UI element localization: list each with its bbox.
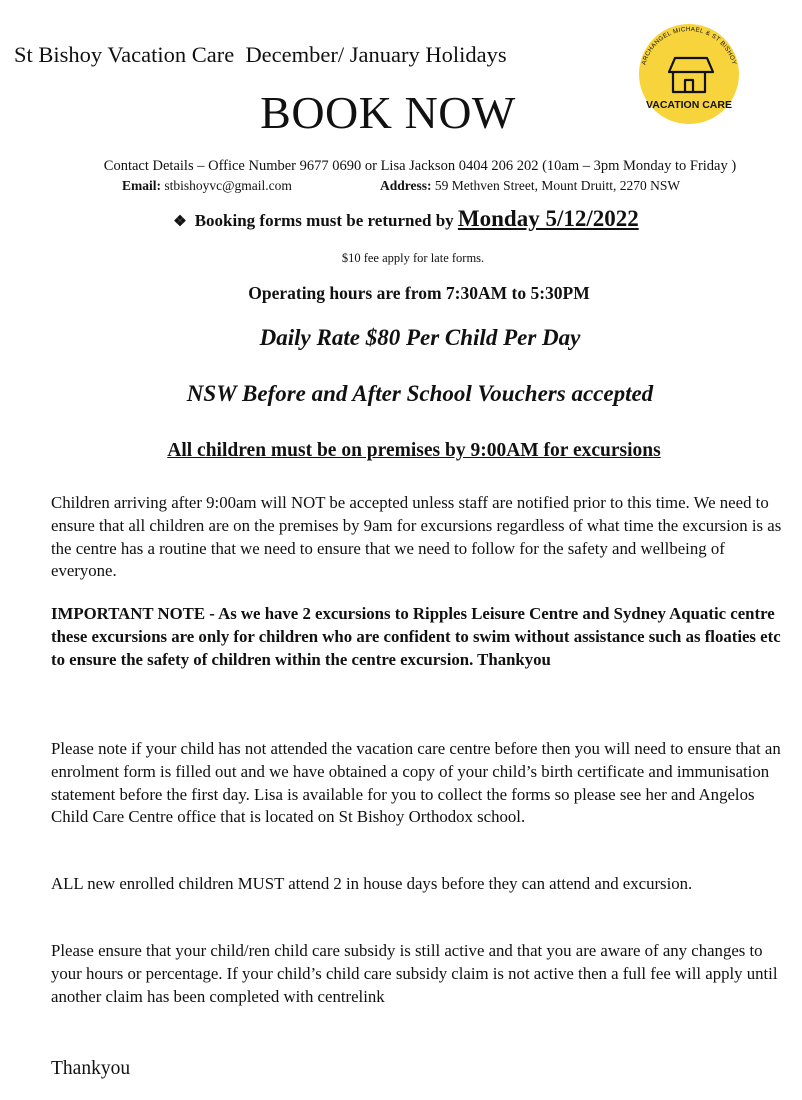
closing-thankyou: Thankyou — [51, 1058, 131, 1079]
booking-deadline — [0, 206, 802, 232]
vouchers-note: NSW Before and After School Vouchers accepted — [186, 381, 654, 406]
vacation-care-logo — [625, 22, 753, 126]
address-label: Address: — [380, 178, 432, 193]
address-value: 59 Methven Street, Mount Druitt, 2270 NSW — [434, 178, 681, 193]
late-fee-note: $10 fee apply for late forms. — [341, 251, 485, 265]
email-label: Email: — [122, 178, 161, 193]
contact-details: Contact Details – Office Number 9677 0690 or Lisa Jackson 0404 206 202 (10am – 3pm Monday to Friday ) — [103, 158, 737, 174]
deadline-date: Monday 5/12/2022 — [457, 206, 639, 231]
book-now-heading: BOOK NOW — [260, 87, 516, 138]
operating-hours: Operating hours are from 7:30AM to 5:30PM — [248, 283, 590, 303]
premises-rule: All children must be on premises by 9:00AM for excursions — [167, 440, 661, 461]
subsidy-paragraph: Please ensure that your child/ren child care subsidy is still active and that you are aware of any changes to your hours or percentage. If your child’s child care subsidy claim is not active then a full fee will apply until another claim has been completed with centrelink — [51, 941, 778, 1006]
important-note-paragraph: IMPORTANT NOTE - As we have 2 excursions to Ripples Leisure Centre and Sydney Aquatic centre these excursions are only for children who are confident to swim without assistance such as floaties etc to ensure the safety of children within the centre excursion. Thankyou — [51, 604, 781, 669]
new-enrolment-paragraph: ALL new enrolled children MUST attend 2 in house days before they can attend and excursion. — [51, 874, 693, 893]
page-title: St Bishoy Vacation Care December/ January Holidays — [14, 42, 507, 67]
email-line — [122, 178, 292, 194]
logo-ring-text: ARCHANGEL MICHAEL & ST BISHOY — [640, 25, 738, 66]
email-value: stbishoyvc@gmail.com — [164, 178, 292, 193]
deadline-text: Booking forms must be returned by — [194, 211, 454, 230]
arrival-paragraph: Children arriving after 9:00am will NOT be accepted unless staff are notified prior to this time. We need to ensure that all children are on the premises by 9am for excursions regardless of what time the excursion is as the centre has a routine that we need to ensure that we need to follow for the safety and wellbeing of everyone. — [51, 493, 782, 581]
address-line — [380, 178, 680, 194]
logo-label: VACATION CARE — [646, 99, 732, 111]
daily-rate: Daily Rate $80 Per Child Per Day — [259, 325, 581, 350]
enrolment-paragraph: Please note if your child has not attended the vacation care centre before then you will need to ensure that an enrolment form is filled out and we have obtained a copy of your child’s birth certificate and immunisation statement before the first day. Lisa is available for you to collect the forms so please see her and Angelos Child Care Centre office that is located on St Bishoy Orthodox school. — [51, 739, 781, 827]
diamond-bullet-icon: ❖ — [173, 214, 187, 230]
